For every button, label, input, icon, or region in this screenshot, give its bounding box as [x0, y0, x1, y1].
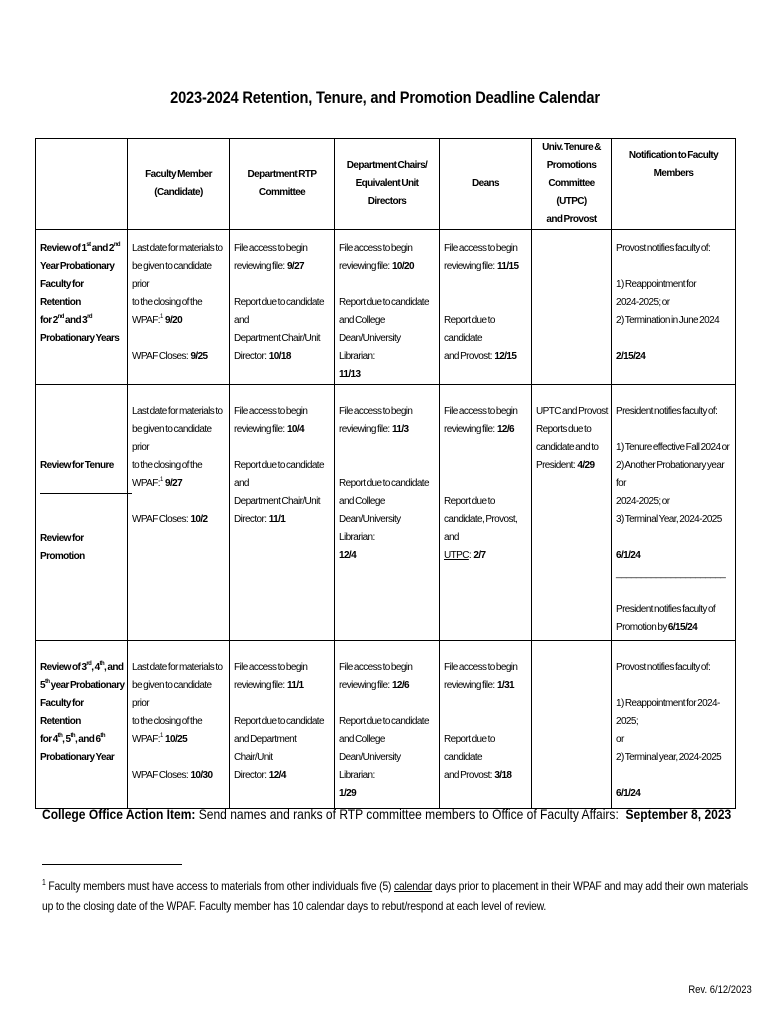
- header-deans: Deans: [440, 139, 532, 230]
- notification-cell: Provost notifies faculty of: 1) Reappointment for 2024-2025; or 2) Termination in June 2024 2/15/24: [612, 230, 736, 385]
- rtp-cell: File access to begin reviewing file: 10/4 Report due to candidate and Department Chair/Unit Director: 11/1: [230, 385, 335, 641]
- page-title: 2023-2024 Retention, Tenure, and Promotion Deadline Calendar: [170, 88, 600, 107]
- notification-cell: President notifies faculty of: 1) Tenure effective Fall 2024 or 2) Another Probationary year for 2024-2025; or 3) Terminal Year, 2024-2025 6/1/24 ______________________ President notifies faculty of Promotion by 6/15/24: [612, 385, 736, 641]
- action-date: September 8, 2023: [625, 806, 732, 822]
- candidate-cell: Last date for materials to be given to candidate prior to the closing of the WPAF:$^1$ 10/25 WPAF Closes: 10/30: [128, 641, 230, 809]
- table-header-row: [36, 139, 736, 230]
- candidate-cell: Last date for materials to be given to candidate prior to the closing of the WPAF:$^1$ 9/27 WPAF Closes: 10/2: [128, 385, 230, 641]
- action-label: College Office Action Item:: [42, 806, 196, 822]
- chair-cell: File access to begin reviewing file: 10/20 Report due to candidate and College Dean/University Librarian: 11/13: [335, 230, 440, 385]
- action-text: Send names and ranks of RTP committee members to Office of Faculty Affairs:: [195, 806, 626, 822]
- college-office-action-item: [42, 806, 731, 822]
- header-department-chairs: Department Chairs/ Equivalent Unit Directors: [335, 139, 440, 230]
- table-row-first-second-year: [36, 230, 736, 385]
- row-heading: Review for Tenure Review for Promotion: [36, 385, 128, 641]
- utpc-cell: [532, 641, 612, 809]
- footnote-rule: [42, 864, 182, 865]
- header-department-rtp: Department RTP Committee: [230, 139, 335, 230]
- utpc-cell: [532, 230, 612, 385]
- table-row-tenure-promotion: [36, 385, 736, 641]
- utpc-cell: UPTC and Provost Reports due to candidate and to President: 4/29: [532, 385, 612, 641]
- dean-cell: File access to begin reviewing file: 12/6 Report due to candidate, Provost, and UTPC: 2/7: [440, 385, 532, 641]
- row-heading: Review of 3rd, 4th, and 5th year Probationary Faculty for Retention for 4th, 5th, and 6th Probationary Year: [36, 641, 128, 809]
- header-utpc: Univ. Tenure & Promotions Committee (UTPC) and Provost: [532, 139, 612, 230]
- notification-cell: Provost notifies faculty of: 1) Reappointment for 2024-2025; or 2) Terminal year, 2024-2025 6/1/24: [612, 641, 736, 809]
- footnote: $^1$ Faculty members must have access to materials from other individuals five (5) calendar days prior to placement in their WPAF and may add their own materials up to the closing date of the WPAF. Faculty member has 10 calendar days to rebut/respond at each level of review.: [42, 878, 749, 913]
- rtp-cell: File access to begin reviewing file: 9/27 Report due to candidate and Department Chair/Unit Director: 10/18: [230, 230, 335, 385]
- dean-cell: File access to begin reviewing file: 1/31 Report due to candidate and Provost: 3/18: [440, 641, 532, 809]
- chair-cell: File access to begin reviewing file: 11/3 Report due to candidate and College Dean/University Librarian: 12/4: [335, 385, 440, 641]
- header-faculty-member: Faculty Member (Candidate): [128, 139, 230, 230]
- rtp-cell: File access to begin reviewing file: 11/1 Report due to candidate and Department Chair/Unit Director: 12/4: [230, 641, 335, 809]
- revision-date: Rev. 6/12/2023: [688, 984, 752, 996]
- header-blank: [36, 139, 128, 230]
- dean-cell: File access to begin reviewing file: 11/15 Report due to candidate and Provost: 12/15: [440, 230, 532, 385]
- deadline-calendar-table: [35, 138, 736, 809]
- table-row-third-to-fifth-year: [36, 641, 736, 809]
- row-heading: Review of 1st and 2nd Year Probationary Faculty for Retention for 2nd and 3rd Probationary Years: [36, 230, 128, 385]
- header-notification: Notification to Faculty Members: [612, 139, 736, 230]
- chair-cell: File access to begin reviewing file: 12/6 Report due to candidate and College Dean/University Librarian: 1/29: [335, 641, 440, 809]
- candidate-cell: Last date for materials to be given to candidate prior to the closing of the WPAF:$^1$ 9/20 WPAF Closes: 9/25: [128, 230, 230, 385]
